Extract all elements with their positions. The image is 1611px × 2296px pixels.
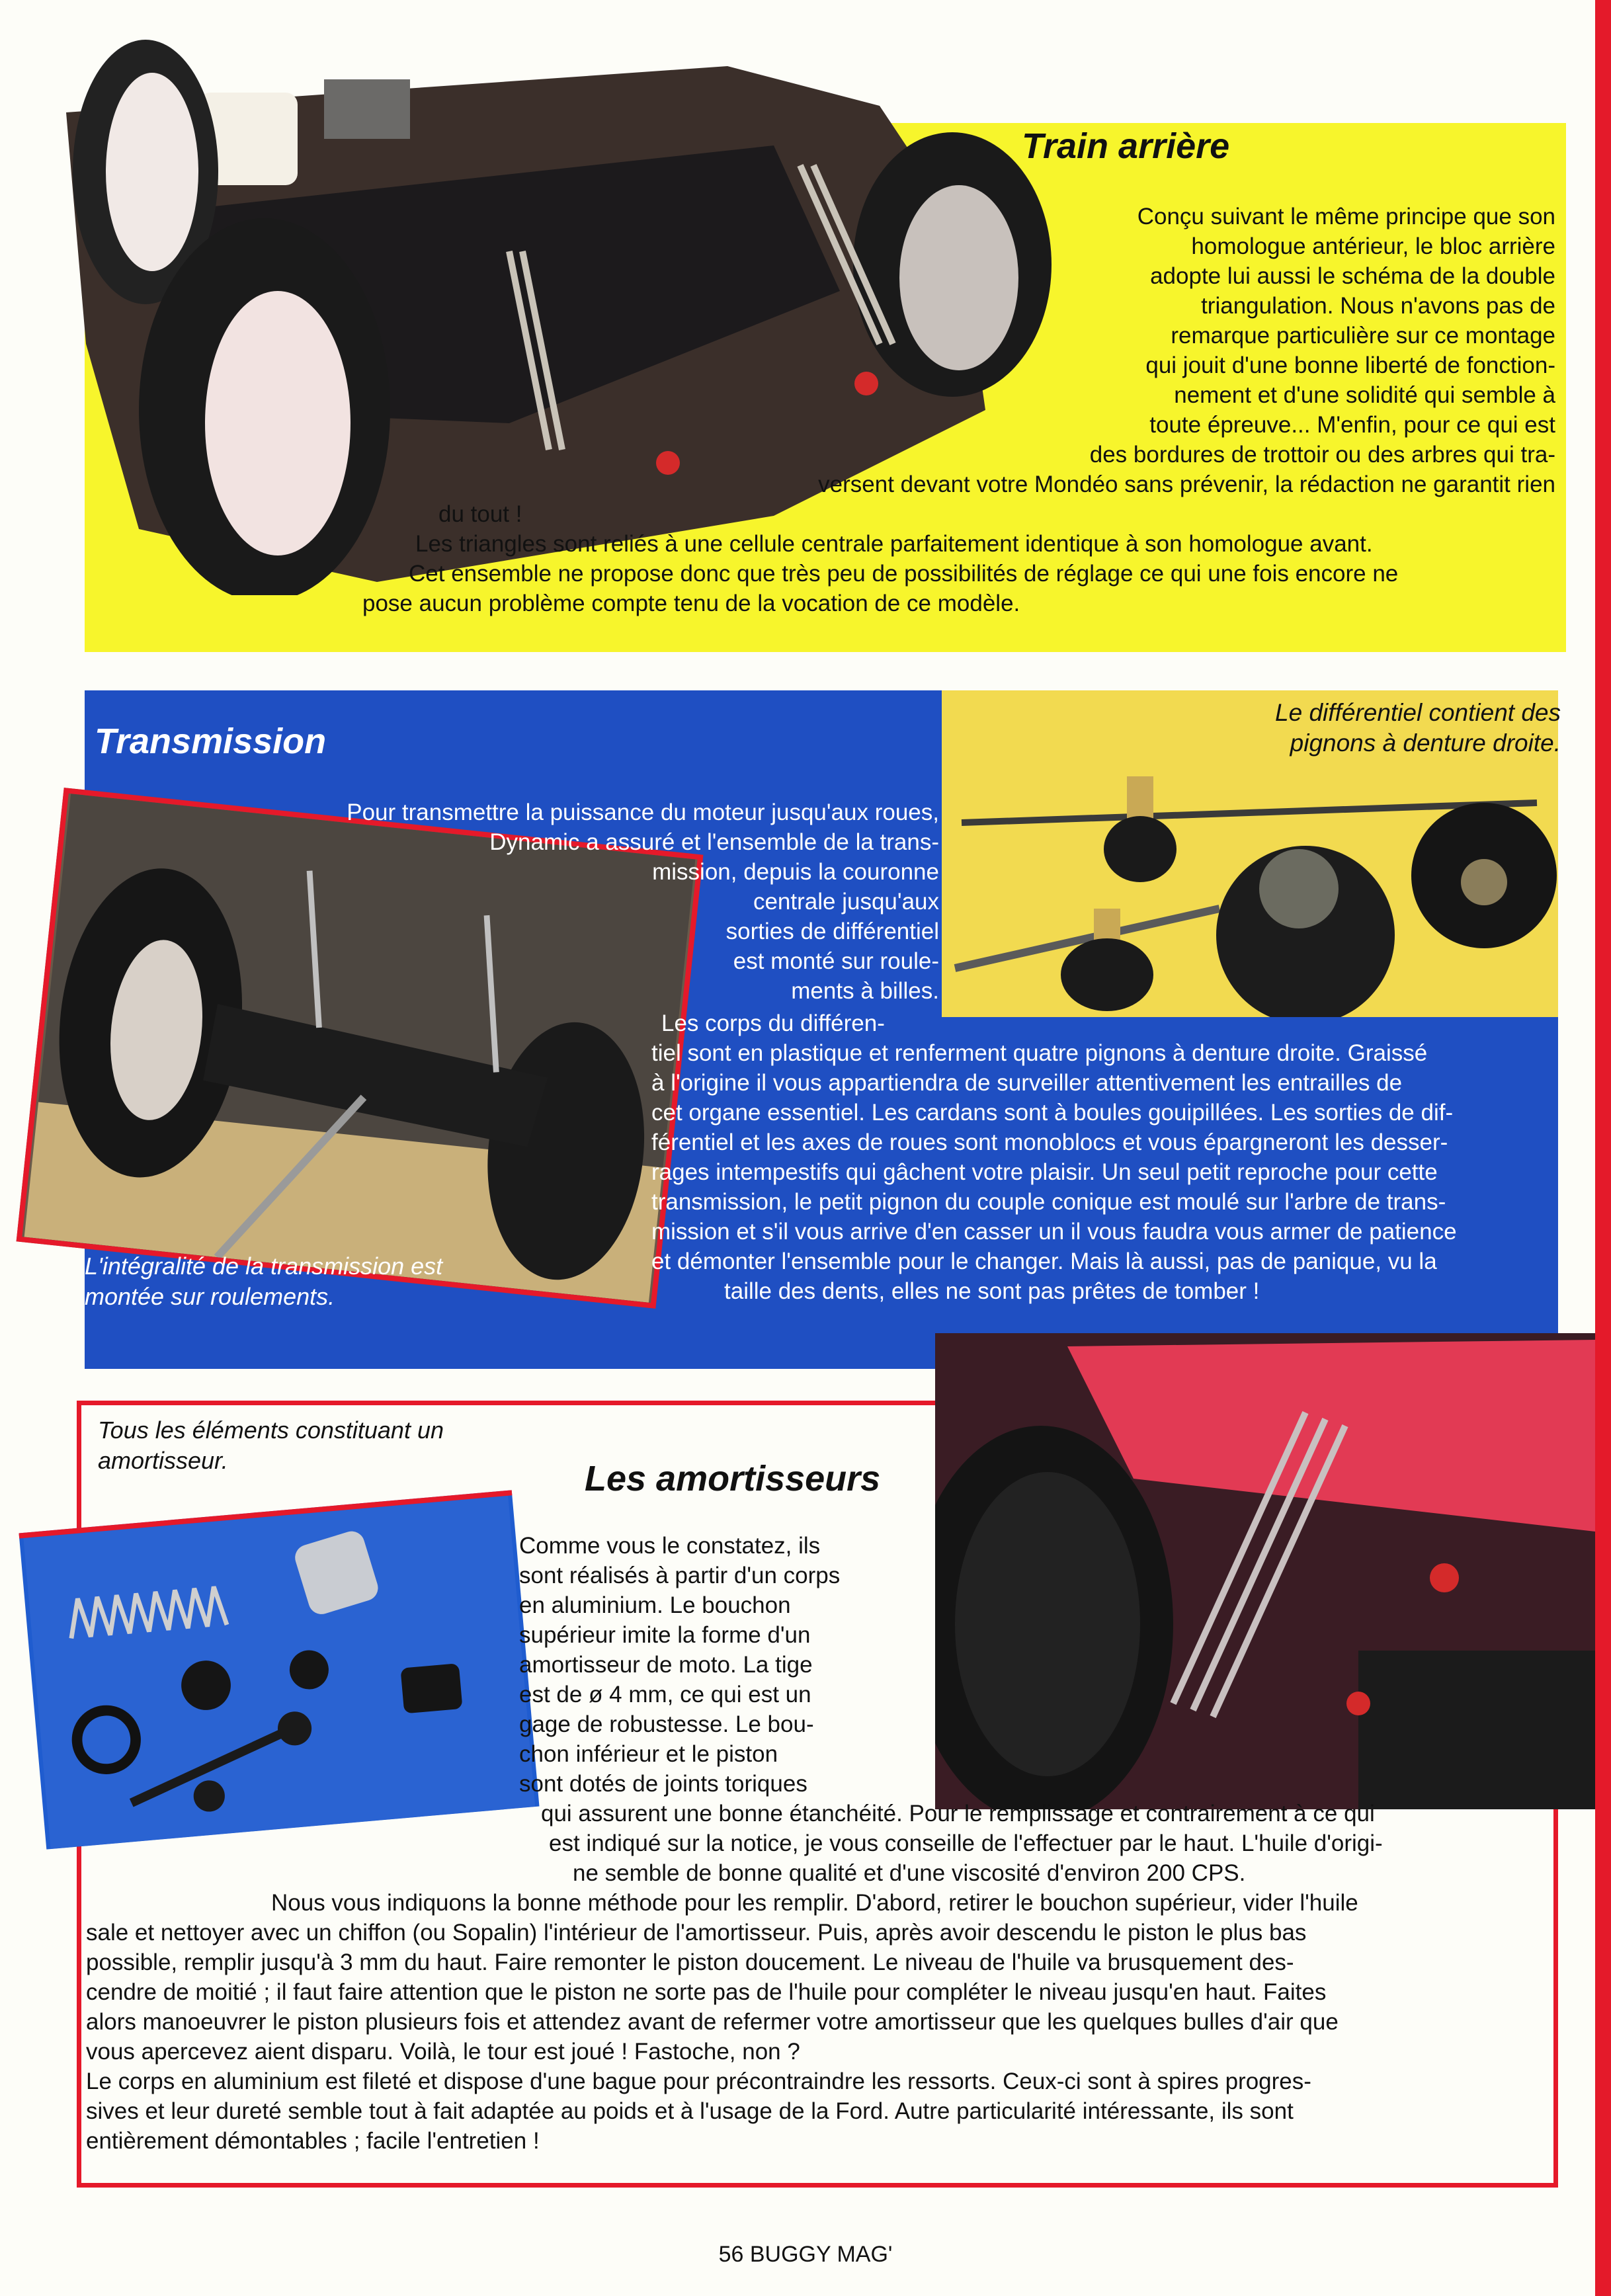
amortisseurs-line: sives et leur dureté semble tout à fait adaptée au poids et à l'usage de la Ford. Autre particularité intéressante, ils sont (86, 2098, 1294, 2124)
train-arriere-line: toute épreuve... M'enfin, pour ce qui est (1149, 412, 1555, 438)
differential-caption: Le différentiel contient des pignons à denture droite. (1275, 699, 1561, 757)
amortisseurs-line: Comme vous le constatez, ils (519, 1533, 821, 1559)
transmission-caption: L'intégralité de la transmission est montée sur roulements. (85, 1252, 443, 1310)
amortisseurs-line: est de ø 4 mm, ce qui est un (519, 1682, 811, 1707)
transmission-line: rages intempestifs qui gâchent votre plaisir. Un seul petit reproche pour cette (651, 1159, 1438, 1185)
amortisseurs-line: alors manoeuvrer le piston plusieurs fois et attendez avant de refermer votre amortisseur que les quelques bulles d'air que (86, 2009, 1339, 2035)
amortisseurs-line: sont réalisés à partir d'un corps (519, 1563, 841, 1588)
train-arriere-line: adopte lui aussi le schéma de la double (1150, 263, 1555, 289)
train-arriere-line: nement et d'une solidité qui semble à (1174, 382, 1555, 408)
amortisseurs-line: amortisseur de moto. La tige (519, 1652, 813, 1678)
train-arriere-line: remarque particulière sur ce montage (1171, 323, 1555, 348)
shock-absorber-photo (935, 1333, 1595, 1809)
train-arriere-text (357, 202, 1555, 499)
train-arriere-line: du tout ! (438, 501, 522, 527)
transmission-text-narrow (218, 798, 939, 1006)
transmission-line: ments à billes. (791, 978, 939, 1004)
transmission-line: et démonter l'ensemble pour le changer. Mais là aussi, pas de panique, vu la (651, 1249, 1437, 1274)
amortisseurs-line: vous apercevez aient disparu. Voilà, le tour est joué ! Fastoche, non ? (86, 2039, 800, 2065)
train-arriere-title: Train arrière (1022, 126, 1230, 166)
amortisseurs-line: entièrement démontables ; facile l'entretien ! (86, 2128, 540, 2154)
transmission-line: mission, depuis la couronne (652, 859, 939, 885)
transmission-line: tiel sont en plastique et renferment quatre pignons à denture droite. Graissé (651, 1040, 1428, 1066)
transmission-line: sorties de différentiel (725, 919, 939, 944)
shock-parts-photo (19, 1490, 540, 1849)
transmission-text-wide (651, 1008, 1556, 1306)
transmission-title: Transmission (95, 721, 327, 761)
transmission-line: centrale jusqu'aux (753, 889, 939, 915)
amortisseurs-line: chon inférieur et le piston (519, 1741, 778, 1767)
amortisseurs-title: Les amortisseurs (585, 1459, 881, 1498)
amortisseurs-line: Nous vous indiquons la bonne méthode pour les remplir. D'abord, retirer le bouchon supérieur, vider l'huile (271, 1890, 1358, 1916)
train-arriere-line: triangulation. Nous n'avons pas de (1201, 293, 1555, 319)
transmission-line: mission et s'il vous arrive d'en casser un il vous faudra vous armer de patience (651, 1219, 1457, 1245)
amortisseurs-line: ne semble de bonne qualité et d'une viscosité d'environ 200 CPS. (573, 1860, 1246, 1886)
page-edge-strip (1595, 0, 1611, 2296)
transmission-line: Pour transmettre la puissance du moteur jusqu'aux roues, (347, 800, 939, 825)
amortisseurs-text-narrow (519, 1531, 941, 1799)
train-arriere-line: Conçu suivant le même principe que son (1137, 204, 1555, 229)
amortisseurs-line: en aluminium. Le bouchon (519, 1592, 791, 1618)
amortisseurs-line: possible, remplir jusqu'à 3 mm du haut. Faire remonter le piston doucement. Le niveau de l'huile va brusquement des- (86, 1949, 1294, 1975)
transmission-line: taille des dents, elles ne sont pas prêtes de tomber ! (724, 1278, 1260, 1304)
transmission-line: férentiel et les axes de roues sont monoblocs et vous épargneront les desser- (651, 1129, 1448, 1155)
train-arriere-text-bottom (362, 499, 1555, 618)
train-arriere-line: Les triangles sont reliés à une cellule centrale parfaitement identique à son homologue avant. (415, 531, 1373, 557)
train-arriere-line: Cet ensemble ne propose donc que très peu de possibilités de réglage ce qui une fois encore ne (409, 561, 1399, 587)
shock-parts-caption: Tous les éléments constituant un amortisseur. (98, 1416, 444, 1474)
train-arriere-line: qui jouit d'une bonne liberté de fonction- (1145, 352, 1555, 378)
transmission-line: Les corps du différen- (661, 1010, 885, 1036)
transmission-line: à l'origine il vous appartiendra de surveiller attentivement les entrailles de (651, 1070, 1403, 1096)
amortisseurs-line: qui assurent une bonne étanchéité. Pour le remplissage et contrairement à ce qui (541, 1801, 1375, 1826)
amortisseurs-text-wide (86, 1799, 1548, 2156)
train-arriere-line: versent devant votre Mondéo sans prévenir, la rédaction ne garantit rien (818, 472, 1555, 497)
page-footer: 56 BUGGY MAG' (718, 2242, 893, 2267)
train-arriere-line: pose aucun problème compte tenu de la vocation de ce modèle. (362, 591, 1020, 616)
amortisseurs-line: est indiqué sur la notice, je vous conseille de l'effectuer par le haut. L'huile d'origi- (549, 1830, 1383, 1856)
transmission-line: est monté sur roule- (733, 948, 939, 974)
train-arriere-line: des bordures de trottoir ou des arbres qui tra- (1089, 442, 1555, 468)
transmission-line: transmission, le petit pignon du couple conique est moulé sur l'arbre de trans- (651, 1189, 1446, 1215)
amortisseurs-line: cendre de moitié ; il faut faire attention que le piston ne sorte pas de l'huile pour compléter le niveau jusqu'en haut. Faites (86, 1979, 1327, 2005)
train-arriere-line: homologue antérieur, le bloc arrière (1191, 233, 1555, 259)
amortisseurs-line: gage de robustesse. Le bou- (519, 1711, 814, 1737)
amortisseurs-line: Le corps en aluminium est fileté et dispose d'une bague pour précontraindre les ressorts. Ceux-ci sont à spires progres- (86, 2069, 1311, 2094)
transmission-line: Dynamic a assuré et l'ensemble de la trans- (489, 829, 939, 855)
amortisseurs-line: supérieur imite la forme d'un (519, 1622, 811, 1648)
amortisseurs-line: sont dotés de joints toriques (519, 1771, 807, 1797)
amortisseurs-line: sale et nettoyer avec un chiffon (ou Sopalin) l'intérieur de l'amortisseur. Puis, après avoir descendu le piston le plus bas (86, 1920, 1307, 1946)
transmission-line: cet organe essentiel. Les cardans sont à boules gouipillées. Les sorties de dif- (651, 1100, 1454, 1126)
